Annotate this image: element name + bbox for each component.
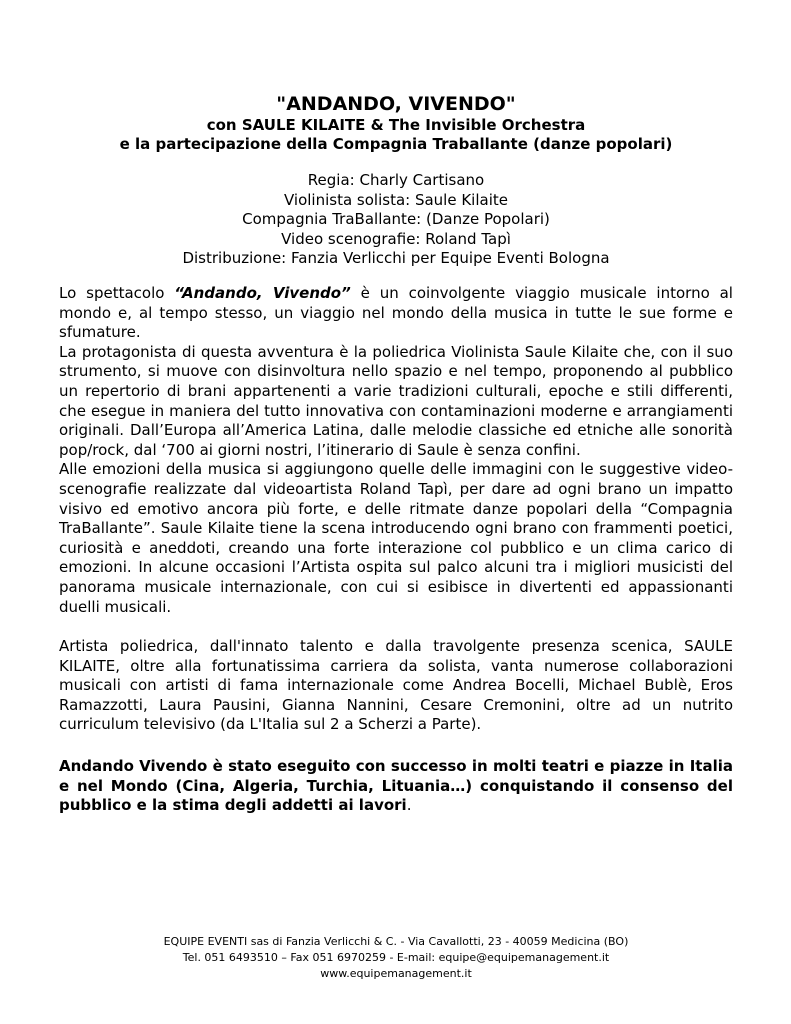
subtitle-performers: con SAULE KILAITE & The Invisible Orchestra [206, 116, 586, 134]
success-section [59, 757, 733, 816]
paragraph-artist: Artista poliedrica, dall'innato talento e dalla travolgente presenza scenica, SAULE KILAITE, oltre alla fortunatissima carriera da solista, vanta numerose collaborazioni musicali con artisti di fama internazionale come Andrea Bocelli, Michael Bublè, Eros Ramazzotti, Laura Pausini, Gianna Nannini, Cesare Cremonini, oltre ad un nutrito curriculum televisivo (da L'Italia sul 2 a Scherzi a Parte). [59, 637, 733, 734]
paragraph-protagonist: La protagonista di questa avventura è la poliedrica Violinista Saule Kilaite che, con il suo strumento, si muove con disinvoltura nello spazio e nel tempo, proponendo al pubblico un repertorio di brani appartenenti a varie tradizioni culturali, epoche e stili differenti, che esegue in maniera del tutto innovativa con contaminazioni moderne e arrangiamenti originali. Dall’Europa all’America Latina, dalle melodie classiche ed etniche alle sonorità pop/rock, dal ‘700 ai giorni nostri, l’itinerario di Saule è senza confini. [59, 342, 733, 459]
credit-dance-company: Compagnia TraBallante: (Danze Popolari) [242, 210, 550, 229]
credit-direction: Regia: Charly Cartisano [307, 171, 485, 189]
credit-video: Video scenografie: Roland Tapì [281, 229, 511, 248]
footer-company: EQUIPE EVENTI sas di Fanzia Verlicchi & C. - Via Cavallotti, 23 - 40059 Medicina (BO) [163, 935, 629, 948]
intro-text-continued: è un coinvolgente viaggio musicale intorno al mondo e, al tempo stesso, un viaggio nel mondo della musica in tutte le sue forme e sfumature. [59, 284, 733, 342]
success-text: Andando Vivendo è stato eseguito con successo in molti teatri e piazze in Italia e nel Mondo (Cina, Algeria, Turchia, Lituania…) conquistando il consenso del pubblico e la stima degli addetti ai lavori [59, 757, 733, 815]
intro-text: Lo spettacolo [59, 284, 175, 302]
subtitle-participation: e la partecipazione della Compagnia Traballante (danze popolari) [119, 135, 673, 153]
footer-contacts: Tel. 051 6493510 – Fax 051 6970259 - E-mail: equipe@equipemanagement.it [182, 951, 610, 964]
show-title-emphasis: “Andando, Vivendo” [174, 284, 351, 302]
credits-block [59, 171, 733, 269]
success-period: . [406, 796, 412, 815]
paragraph-success [59, 757, 733, 816]
description-section [59, 284, 733, 617]
credit-distribution: Distribuzione: Fanzia Verlicchi per Equipe Eventi Bologna [182, 249, 610, 268]
footer [59, 934, 733, 982]
page-title: "ANDANDO, VIVENDO" [276, 93, 516, 115]
artist-section [59, 637, 733, 735]
paragraph-intro [59, 284, 733, 343]
credit-violinist: Violinista solista: Saule Kilaite [283, 190, 508, 209]
paragraph-emotions: Alle emozioni della musica si aggiungono quelle delle immagini con le suggestive video-scenografie realizzate dal videoartista Roland Tapì, per dare ad ogni brano un impatto visivo ed emotivo ancora più forte, e delle ritmate danze popolari della “Compagnia TraBallante”. Saule Kilaite tiene la scena introducendo ogni brano con frammenti poetici, curiosità e aneddoti, creando una forte interazione col pubblico e un clima carico di emozioni. In alcune occasioni l’Artista ospita sul palco alcuni tra i migliori musicisti del panorama musicale internazionale, con cui si esibisce in divertenti ed appassionanti duelli musicali. [59, 460, 733, 616]
footer-website: www.equipemanagement.it [320, 967, 472, 980]
